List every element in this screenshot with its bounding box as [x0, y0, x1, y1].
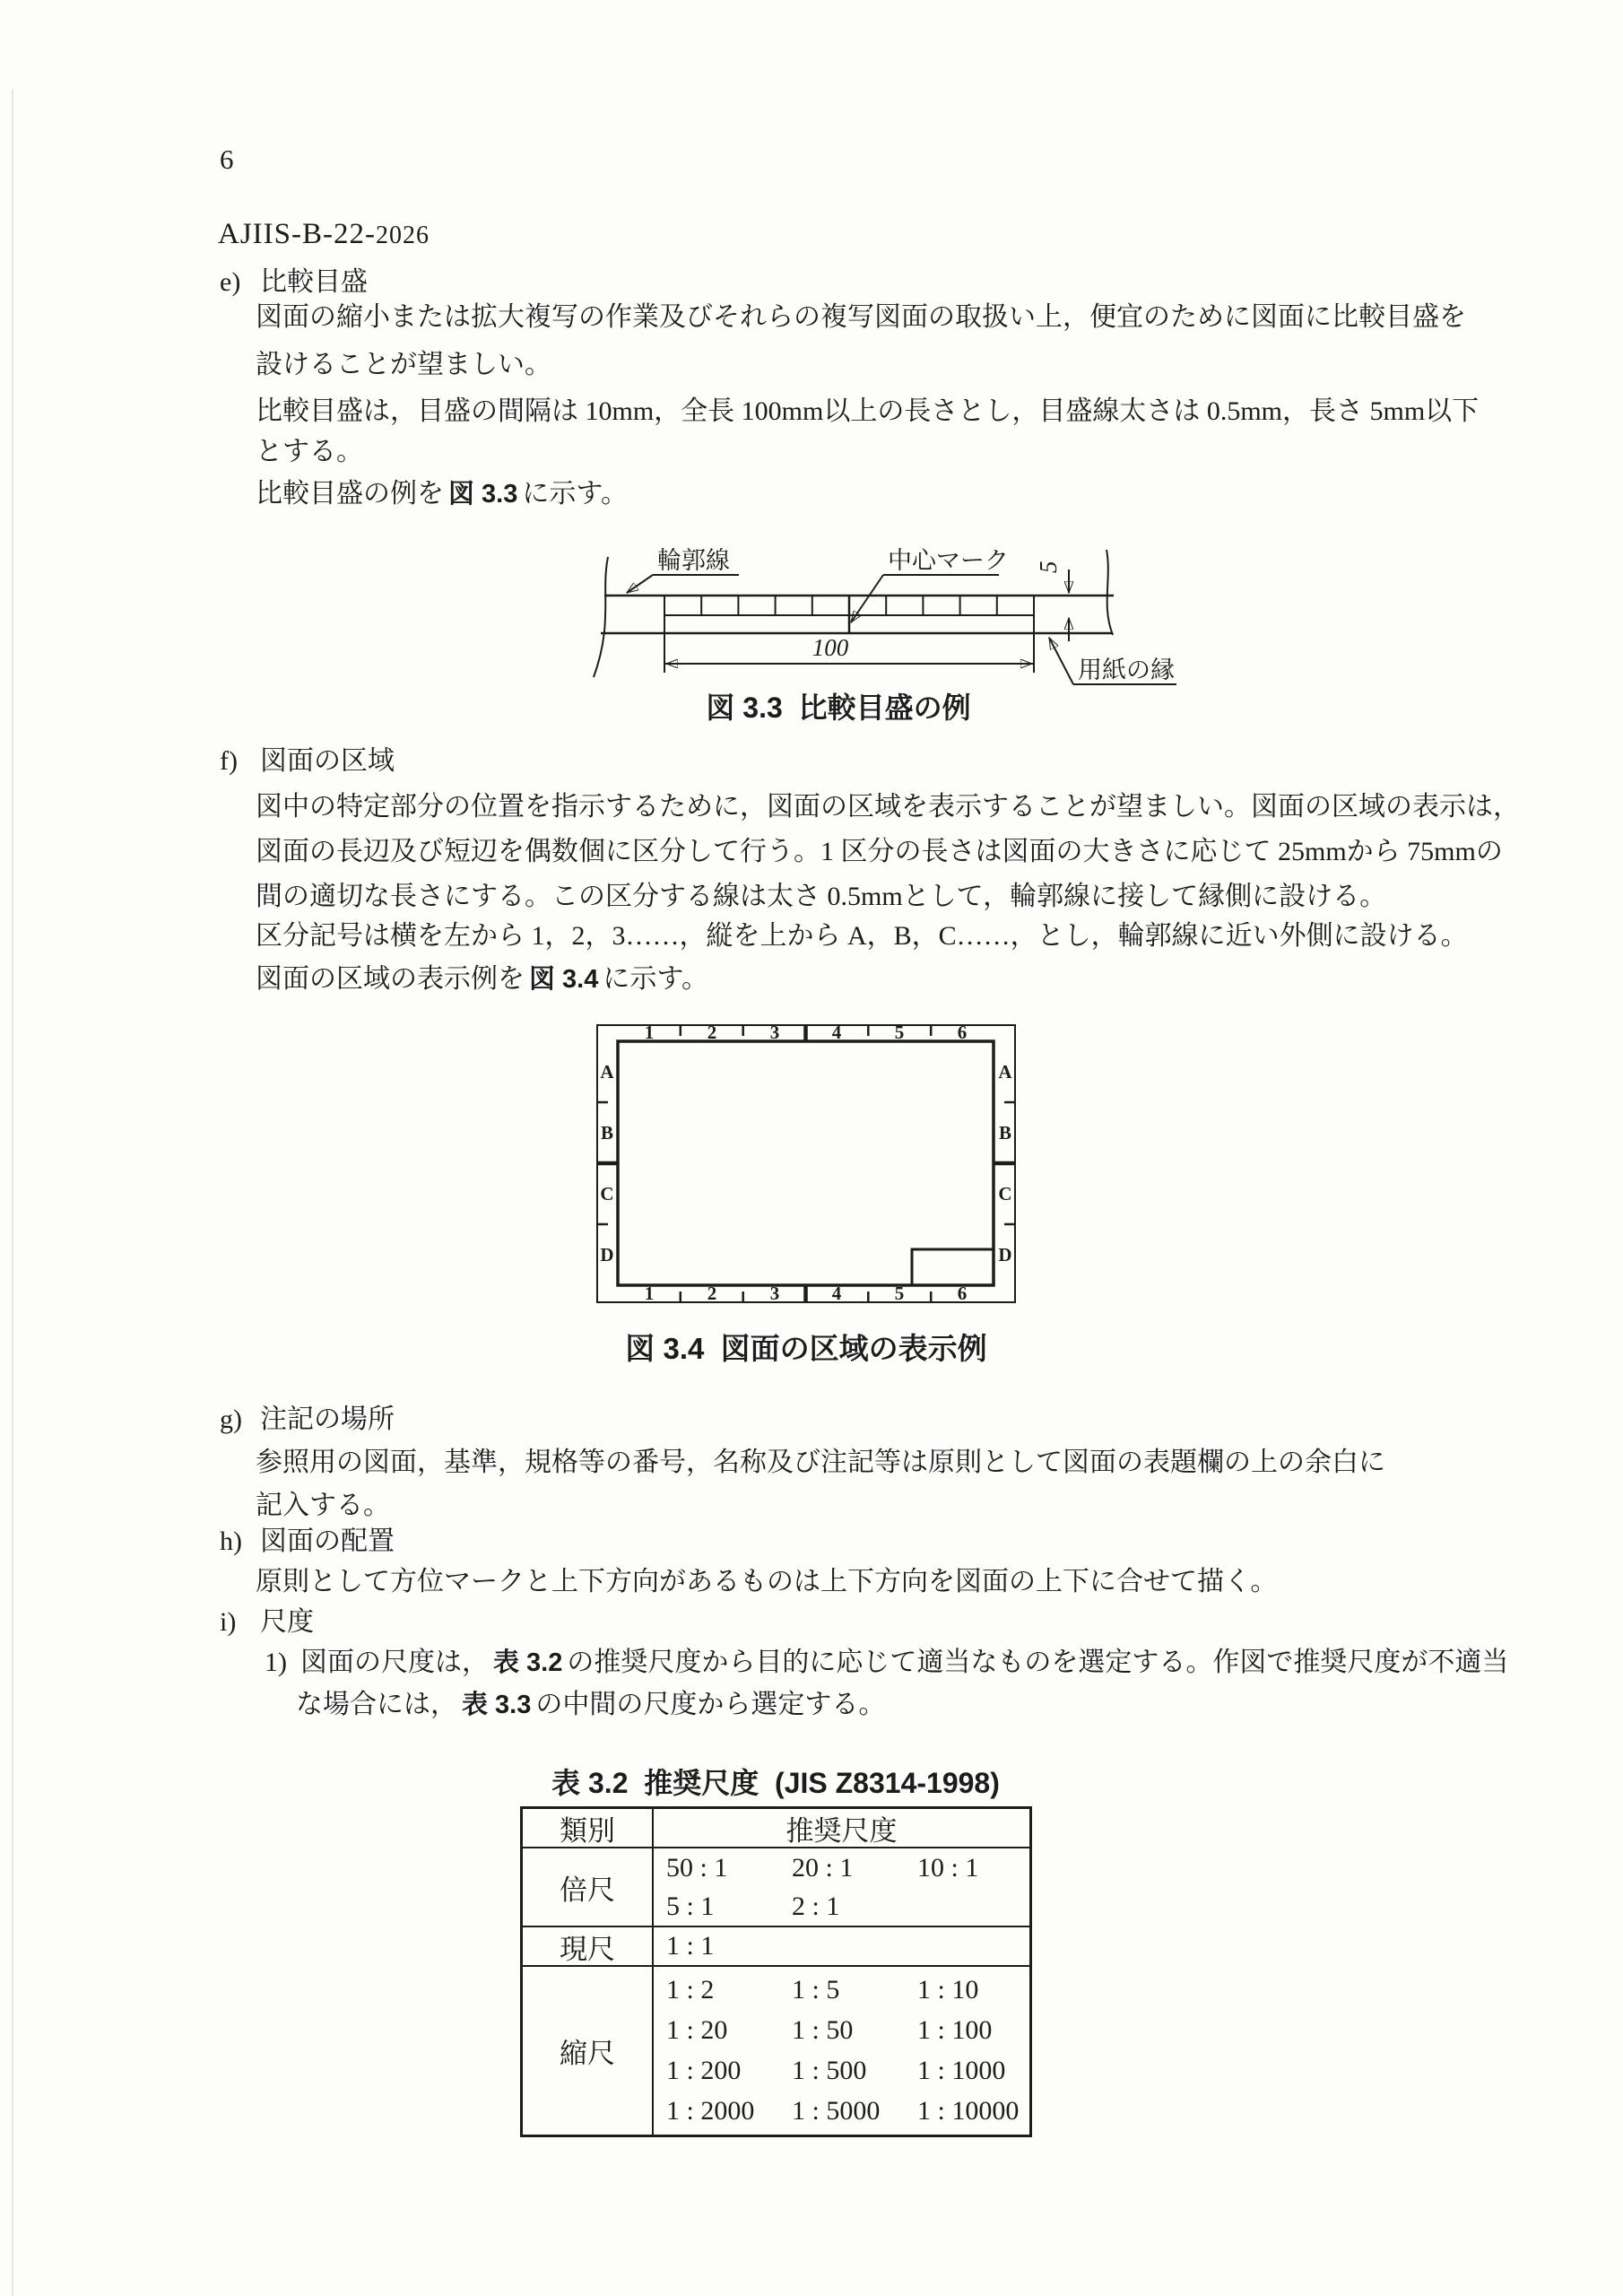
section-i-title: 尺度 — [260, 1607, 314, 1637]
text-line: 図面の縮小または拡大複写の作業及びそれらの複写図面の取扱い上，便宜のために図面に比較目盛を — [256, 302, 1466, 332]
section-g-label: g) — [220, 1405, 242, 1434]
dim-100-text: 100 — [812, 634, 849, 661]
left-zone-ticks — [597, 1102, 618, 1224]
text-line: 比較目盛は，目盛の間隔は 10mm，全長 100mm以上の長さとし，目盛線太さは 0.5mm，長さ 5mm以下 — [256, 396, 1480, 426]
table-cell-category: 倍尺 — [523, 1848, 654, 1926]
zone-row-label: D — [998, 1244, 1012, 1265]
table-3-3-reference: 表 3.3 — [462, 1691, 532, 1719]
text-line: 参照用の図面，基準，規格等の番号，名称及び注記等は原則として図面の表題欄の上の余白に — [256, 1448, 1385, 1477]
doc-id-year: 2026 — [375, 222, 430, 249]
text-line: 区分記号は横を左から 1，2，3……，縦を上から A，B，C……，とし，輪郭線に近い外側に設ける。 — [256, 921, 1468, 951]
zone-col-label: 5 — [894, 1283, 905, 1304]
figure-3-4-caption: 図 3.4 図面の区域の表示例 — [625, 1332, 987, 1365]
scan-artifact-line — [12, 90, 13, 2296]
text-line: な場合には， 表 3.3 の中間の尺度から選定する。 — [296, 1690, 886, 1719]
table-3-2-title: 表 3.2 推奨尺度 (JIS Z8314-1998) — [551, 1767, 1000, 1799]
doc-id-main: AJIIS-B-22- — [218, 218, 376, 250]
zone-col-label: 6 — [957, 1283, 968, 1304]
section-i-heading — [220, 1605, 314, 1640]
outline-leader-arrow — [627, 575, 653, 593]
table-header-category: 類別 — [523, 1809, 654, 1847]
top-zone-ticks — [681, 1025, 931, 1041]
title-block-rect — [912, 1249, 994, 1285]
text-line: 原則として方位マークと上下方向があるものは上下方向を図面の上下に合せて描く。 — [256, 1567, 1278, 1596]
scale-values-line: 1 : 2000 1 : 5000 1 : 10000 — [666, 2096, 1020, 2126]
right-break-line — [1107, 550, 1113, 635]
table-cell-category: 現尺 — [523, 1927, 654, 1965]
paper-edge-rect — [597, 1025, 1015, 1302]
text-line: 設けることが望ましい。 — [256, 350, 551, 379]
zone-col-label: 3 — [769, 1283, 780, 1304]
section-f-heading — [220, 744, 395, 779]
zone-col-label: 2 — [707, 1022, 717, 1043]
zone-row-label: A — [998, 1061, 1012, 1083]
table-3-2 — [520, 1806, 1032, 2137]
zone-col-label: 3 — [769, 1022, 780, 1043]
bottom-zone-ticks — [681, 1285, 931, 1302]
table-row — [523, 1927, 1029, 1967]
section-f-label: f) — [220, 746, 238, 776]
table-cell-scales — [654, 1848, 1043, 1926]
zone-col-label: 1 — [644, 1283, 655, 1304]
section-i-label: i) — [220, 1607, 237, 1637]
table-row — [523, 1848, 1029, 1927]
left-break-line — [594, 557, 608, 677]
zone-row-label: B — [998, 1122, 1012, 1144]
figure-3-4-reference: 図 3.4 — [529, 965, 599, 994]
text-line: 図面の長辺及び短辺を偶数個に区分して行う。1 区分の長さは図面の大きさに応じて 25mmから 75mmの — [256, 837, 1503, 866]
paper-edge-label: 用紙の縁 — [1078, 657, 1175, 683]
scale-values-line: 50 : 1 20 : 1 10 : 1 — [666, 1852, 979, 1883]
scale-values-line: 1 : 200 1 : 500 1 : 1000 — [666, 2056, 1006, 2085]
doc-id — [218, 218, 430, 251]
section-h-label: h) — [220, 1526, 242, 1556]
section-e-heading — [220, 265, 368, 300]
zone-col-label: 4 — [831, 1022, 842, 1043]
text-line: 記入する。 — [256, 1491, 390, 1520]
section-g-title: 注記の場所 — [260, 1405, 395, 1434]
table-cell-category: 縮尺 — [523, 1967, 654, 2135]
zone-row-label: D — [600, 1244, 614, 1265]
zone-col-label: 6 — [957, 1022, 968, 1043]
dim-5-text: 5 — [1035, 561, 1062, 573]
figure-3-3-diagram — [538, 516, 1193, 700]
table-header-scales: 推奨尺度 — [785, 1814, 898, 1847]
text-line: 図中の特定部分の位置を指示するために，図面の区域を表示することが望ましい。図面の区域の表示は， — [256, 792, 1520, 822]
zone-col-label: 2 — [707, 1283, 717, 1304]
zone-col-label: 1 — [644, 1022, 655, 1043]
figure-3-3-reference: 図 3.3 — [448, 480, 518, 509]
scale-values-line: 1 : 2 1 : 5 1 : 10 — [666, 1975, 979, 2005]
figure-3-3-caption: 図 3.3 比較目盛の例 — [706, 691, 971, 724]
zone-row-label: A — [600, 1061, 614, 1083]
list-item-label: 1) — [265, 1648, 287, 1677]
text-line: とする。 — [256, 437, 363, 466]
text-line: 間の適切な長さにする。この区分する線は太さ 0.5mmとして，輪郭線に接して縁側に設ける。 — [256, 882, 1387, 911]
text-line: 図面の区域の表示例を 図 3.4 に示す。 — [256, 964, 708, 994]
zone-col-label: 5 — [894, 1022, 905, 1043]
section-h-title: 図面の配置 — [260, 1526, 395, 1556]
zone-row-label: C — [998, 1183, 1012, 1205]
table-cell-scales — [654, 1927, 1043, 1965]
section-h-heading — [220, 1524, 395, 1560]
page-number: 6 — [220, 144, 234, 175]
table-row — [523, 1967, 1029, 2135]
table-header-row — [523, 1809, 1029, 1848]
text-line: 1) 図面の尺度は， 表 3.2 の推奨尺度から目的に応じて適当なものを選定する。作図で推奨尺度が不適当 — [265, 1645, 1508, 1681]
section-g-heading — [220, 1402, 395, 1438]
section-f-title: 図面の区域 — [260, 746, 395, 776]
figure-3-4-diagram — [574, 1004, 1040, 1318]
scale-values-line: 1 : 20 1 : 50 1 : 100 — [666, 2015, 993, 2045]
zone-col-label: 4 — [831, 1283, 842, 1304]
section-e-label: e) — [220, 267, 241, 297]
center-mark-label: 中心マーク — [888, 547, 1009, 574]
right-zone-ticks — [994, 1102, 1015, 1224]
section-e-title: 比較目盛 — [260, 267, 368, 297]
table-cell-scales — [654, 1967, 1043, 2135]
zone-row-label: C — [600, 1183, 614, 1205]
paper-edge-leader-arrow — [1049, 638, 1073, 684]
scale-values-line: 1 : 1 — [666, 1931, 715, 1961]
outline-label: 輪郭線 — [657, 547, 730, 574]
text-line: 比較目盛の例を 図 3.3 に示す。 — [256, 479, 628, 509]
scale-values-line: 5 : 1 2 : 1 — [666, 1891, 840, 1921]
zone-row-label: B — [600, 1122, 614, 1144]
table-3-2-reference: 表 3.2 — [493, 1648, 563, 1677]
